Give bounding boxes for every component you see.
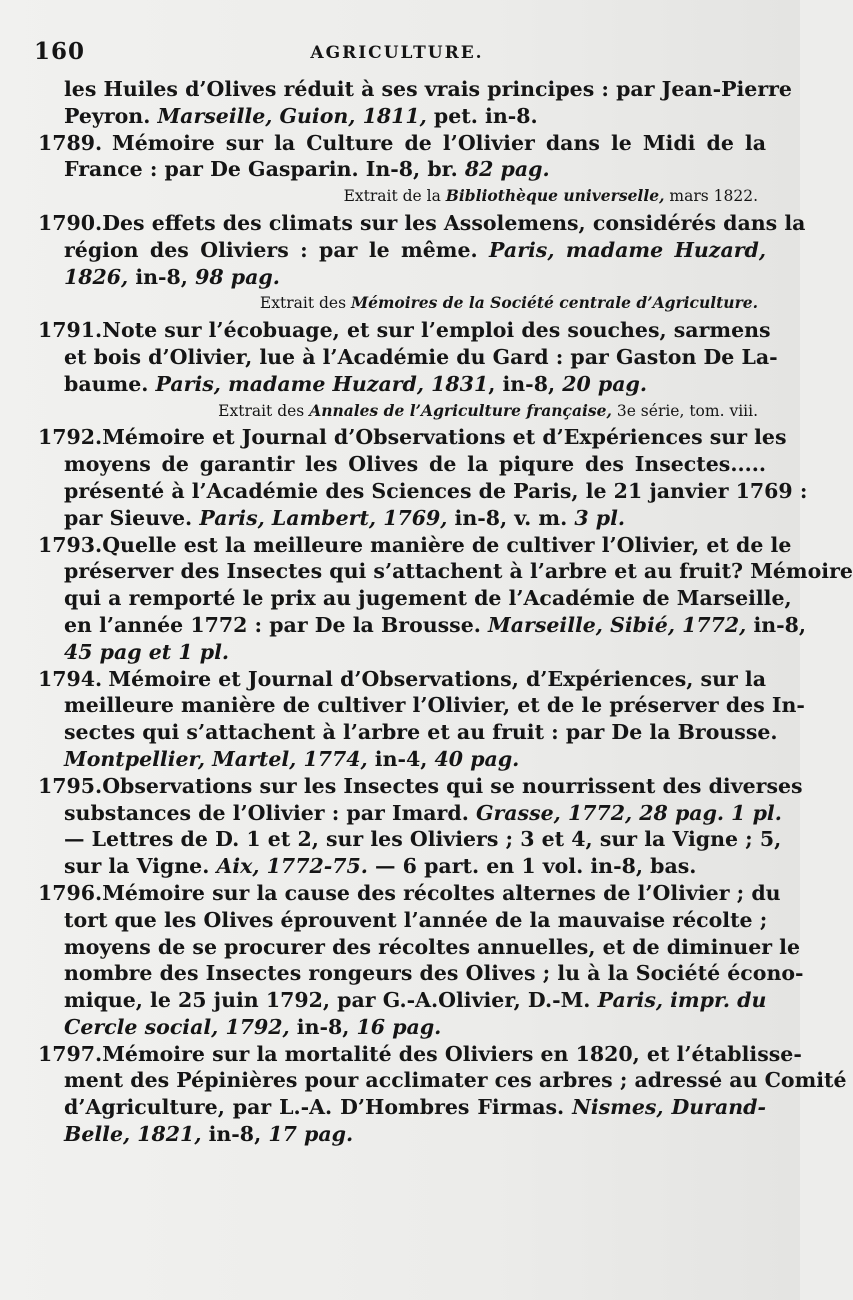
- entry-line: [38, 853, 766, 880]
- italic-text: 82 pag.: [464, 157, 550, 182]
- entry-line: [38, 639, 766, 666]
- text-segment: Extrait des: [259, 294, 351, 313]
- entry-text: [102, 424, 786, 451]
- entry-1792: [38, 424, 808, 531]
- text-segment: in-8,: [289, 1014, 357, 1039]
- entry-line: [38, 156, 766, 183]
- italic-text: Paris, impr. du: [597, 988, 767, 1013]
- text-segment: Extrait de la: [343, 187, 446, 206]
- text-segment: substances de l’Olivier : par Imard.: [64, 800, 476, 825]
- entry-line: [38, 210, 806, 237]
- excerpt-note: [38, 290, 766, 317]
- entry-text: [102, 1041, 802, 1068]
- italic-text: Mémoires de la Société centrale d’Agriculture.: [350, 293, 758, 313]
- italic-text: 20 pag.: [562, 371, 647, 396]
- italic-text: Aix, 1772-75.: [216, 854, 368, 879]
- text-segment: Mémoire et Journal d’Observations, d’Expériences, sur la: [108, 666, 766, 691]
- text-segment: Mémoire et Journal d’Observations et d’Expériences sur les: [102, 425, 787, 450]
- text-segment: par Sieuve.: [64, 505, 200, 530]
- entry-line: [38, 1041, 802, 1068]
- entry-text: [102, 210, 805, 237]
- italic-text: Paris, Lambert, 1769,: [199, 505, 448, 530]
- italic-text: Marseille, Sibié, 1772,: [488, 612, 747, 637]
- entry-number: 1792.: [38, 425, 103, 450]
- text-segment: moyens de garantir les Olives de la piqure des Insectes.....: [64, 452, 766, 477]
- text-segment: préserver des Insectes qui s’attachent à l’arbre et au fruit? Mémoire: [64, 559, 853, 584]
- entry-line: [38, 907, 766, 934]
- text-segment: Observations sur les Insectes qui se nourrissent des diverses: [102, 773, 803, 798]
- text-segment: Des effets des climats sur les Assolemens, considérés dans la: [102, 210, 806, 235]
- entry-line: [38, 880, 781, 907]
- text-segment: mars 1822.: [664, 187, 758, 206]
- text-segment: France : par De Gasparin. In-8, br.: [64, 157, 465, 182]
- text-segment: Peyron.: [64, 103, 158, 128]
- entry-line: [38, 1067, 847, 1094]
- bibliography-list: [38, 76, 853, 1148]
- entry-line: [38, 451, 766, 478]
- italic-text: Bibliothèque universelle,: [445, 186, 665, 206]
- italic-text: Montpellier, Martel, 1774,: [64, 746, 368, 771]
- entry-text: [102, 532, 791, 559]
- entry-line: [38, 532, 792, 559]
- text-segment: Mémoire sur la mortalité des Oliviers en 1820, et l’établisse-: [102, 1041, 802, 1066]
- entry-line: [38, 826, 782, 853]
- page-header: [34, 38, 760, 68]
- entry-number: 1793.: [38, 532, 103, 557]
- italic-text: Belle, 1821,: [64, 1122, 202, 1147]
- text-segment: in-8, v. m.: [447, 505, 575, 530]
- entry-line: [38, 773, 803, 800]
- italic-text: 98 pag.: [195, 264, 280, 289]
- italic-text: 17 pag.: [268, 1122, 354, 1147]
- entry-line: [38, 558, 853, 585]
- italic-text: Annales de l’Agriculture française,: [309, 400, 612, 420]
- entry-line: [38, 1121, 766, 1148]
- entry-line: [38, 264, 766, 291]
- entry-line: [38, 317, 771, 344]
- text-segment: pet. in-8.: [426, 103, 538, 128]
- entry-1789: [38, 130, 766, 210]
- italic-text: Nismes, Durand-: [572, 1095, 766, 1120]
- entry-line: [38, 478, 808, 505]
- page-number: 160: [34, 38, 86, 65]
- entry-line: [38, 666, 766, 693]
- text-segment: baume.: [64, 371, 156, 396]
- italic-text: 1826,: [64, 264, 129, 289]
- text-segment: moyens de se procurer des récoltes annuelles, et de diminuer le: [64, 934, 800, 959]
- italic-text: 45 pag et 1 pl.: [64, 639, 230, 664]
- italic-text: Marseille, Guion, 1811,: [157, 103, 427, 128]
- entry-1794: [38, 666, 805, 773]
- entry-line: [38, 505, 766, 532]
- text-segment: in-4,: [367, 746, 435, 771]
- entry-1791: [38, 317, 778, 424]
- entry-line: [38, 746, 766, 773]
- text-segment: en l’année 1772 : par De la Brousse.: [64, 612, 489, 637]
- italic-text: 40 pag.: [434, 746, 520, 771]
- entry-line: [38, 1094, 766, 1121]
- entry-1797: [38, 1041, 847, 1148]
- text-segment: ment des Pépinières pour acclimater ces arbres ; adressé au Comité: [64, 1068, 847, 1093]
- entry-number: 1790.: [38, 210, 103, 235]
- entry-text: [108, 666, 766, 693]
- italic-text: 16 pag.: [356, 1014, 442, 1039]
- entry-line: [38, 960, 804, 987]
- text-segment: — 6 part. en 1 vol. in-8, bas.: [367, 854, 697, 879]
- text-segment: sectes qui s’attachent à l’arbre et au fruit : par De la Brousse.: [64, 720, 778, 745]
- text-segment: d’Agriculture, par L.-A. D’Hombres Firmas.: [64, 1095, 573, 1120]
- entry-text: [102, 773, 802, 800]
- text-segment: Mémoire sur la Culture de l’Olivier dans le Midi de la: [112, 130, 766, 155]
- text-segment: sur la Vigne.: [64, 854, 217, 879]
- entry-line: [38, 424, 787, 451]
- italic-text: Cercle social, 1792,: [64, 1014, 290, 1039]
- running-title: AGRICULTURE.: [310, 43, 484, 63]
- text-segment: présenté à l’Académie des Sciences de Paris, le 21 janvier 1769 :: [64, 478, 808, 503]
- entry-line: [38, 692, 805, 719]
- text-segment: qui a remporté le prix au jugement de l’Académie de Marseille,: [64, 586, 792, 611]
- text-segment: Note sur l’écobuage, et sur l’emploi des souches, sarmens: [102, 318, 771, 343]
- text-segment: in-8,: [746, 612, 807, 637]
- entry-line: [38, 1014, 766, 1041]
- entry-prev: [38, 76, 792, 130]
- italic-text: Paris, madame Huzard,: [489, 237, 767, 262]
- entry-line: [38, 719, 778, 746]
- entry-line: [38, 237, 766, 264]
- entry-1790: [38, 210, 806, 317]
- entry-number: 1796.: [38, 880, 103, 905]
- entry-line: [38, 612, 807, 639]
- entry-number: 1797.: [38, 1041, 103, 1066]
- text-segment: in-8,: [128, 264, 196, 289]
- entry-1795: [38, 773, 803, 880]
- entry-line: [38, 585, 792, 612]
- entry-text: [112, 130, 766, 157]
- text-segment: mique, le 25 juin 1792, par G.-A.Olivier, D.-M.: [64, 988, 598, 1013]
- text-segment: Extrait des: [218, 401, 310, 420]
- text-segment: , in-8,: [488, 371, 563, 396]
- text-segment: in-8,: [201, 1122, 269, 1147]
- entry-line: [38, 371, 766, 398]
- entry-text: [102, 880, 780, 907]
- entry-1796: [38, 880, 804, 1041]
- italic-text: Grasse, 1772, 28 pag. 1 pl.: [475, 800, 782, 825]
- entry-number: 1791.: [38, 318, 103, 343]
- text-segment: les Huiles d’Olives réduit à ses vrais principes : par Jean-Pierre: [64, 77, 792, 101]
- entry-number: 1794.: [38, 666, 103, 691]
- entry-number: 1789.: [38, 130, 103, 155]
- entry-line: [38, 800, 782, 827]
- text-segment: et bois d’Olivier, lue à l’Académie du Gard : par Gaston De La-: [64, 344, 778, 369]
- text-segment: Quelle est la meilleure manière de cultiver l’Olivier, et de le: [102, 532, 792, 557]
- text-segment: tort que les Olives éprouvent l’année de la mauvaise récolte ;: [64, 907, 768, 932]
- excerpt-note: [38, 398, 766, 425]
- entry-line: [38, 103, 766, 130]
- text-segment: nombre des Insectes rongeurs des Olives ; lu à la Société écono-: [64, 961, 804, 986]
- entry-number: 1795.: [38, 773, 103, 798]
- excerpt-note: [38, 183, 766, 210]
- text-segment: région des Oliviers : par le même.: [64, 237, 490, 262]
- text-segment: meilleure manière de cultiver l’Olivier, et de le préserver des In-: [64, 693, 805, 718]
- entry-line: [38, 344, 778, 371]
- entry-line: [38, 934, 800, 961]
- italic-text: Paris, madame Huzard, 1831: [155, 371, 489, 396]
- italic-text: 3 pl.: [574, 505, 626, 530]
- entry-line: [38, 987, 766, 1014]
- entry-line: [38, 130, 766, 157]
- text-segment: — Lettres de D. 1 et 2, sur les Oliviers ; 3 et 4, sur la Vigne ; 5,: [64, 827, 782, 852]
- text-segment: 3e série, tom. viii.: [611, 401, 758, 420]
- text-segment: Mémoire sur la cause des récoltes alternes de l’Olivier ; du: [102, 880, 781, 905]
- entry-text: [102, 317, 770, 344]
- entry-1793: [38, 532, 853, 666]
- entry-line: [38, 76, 792, 103]
